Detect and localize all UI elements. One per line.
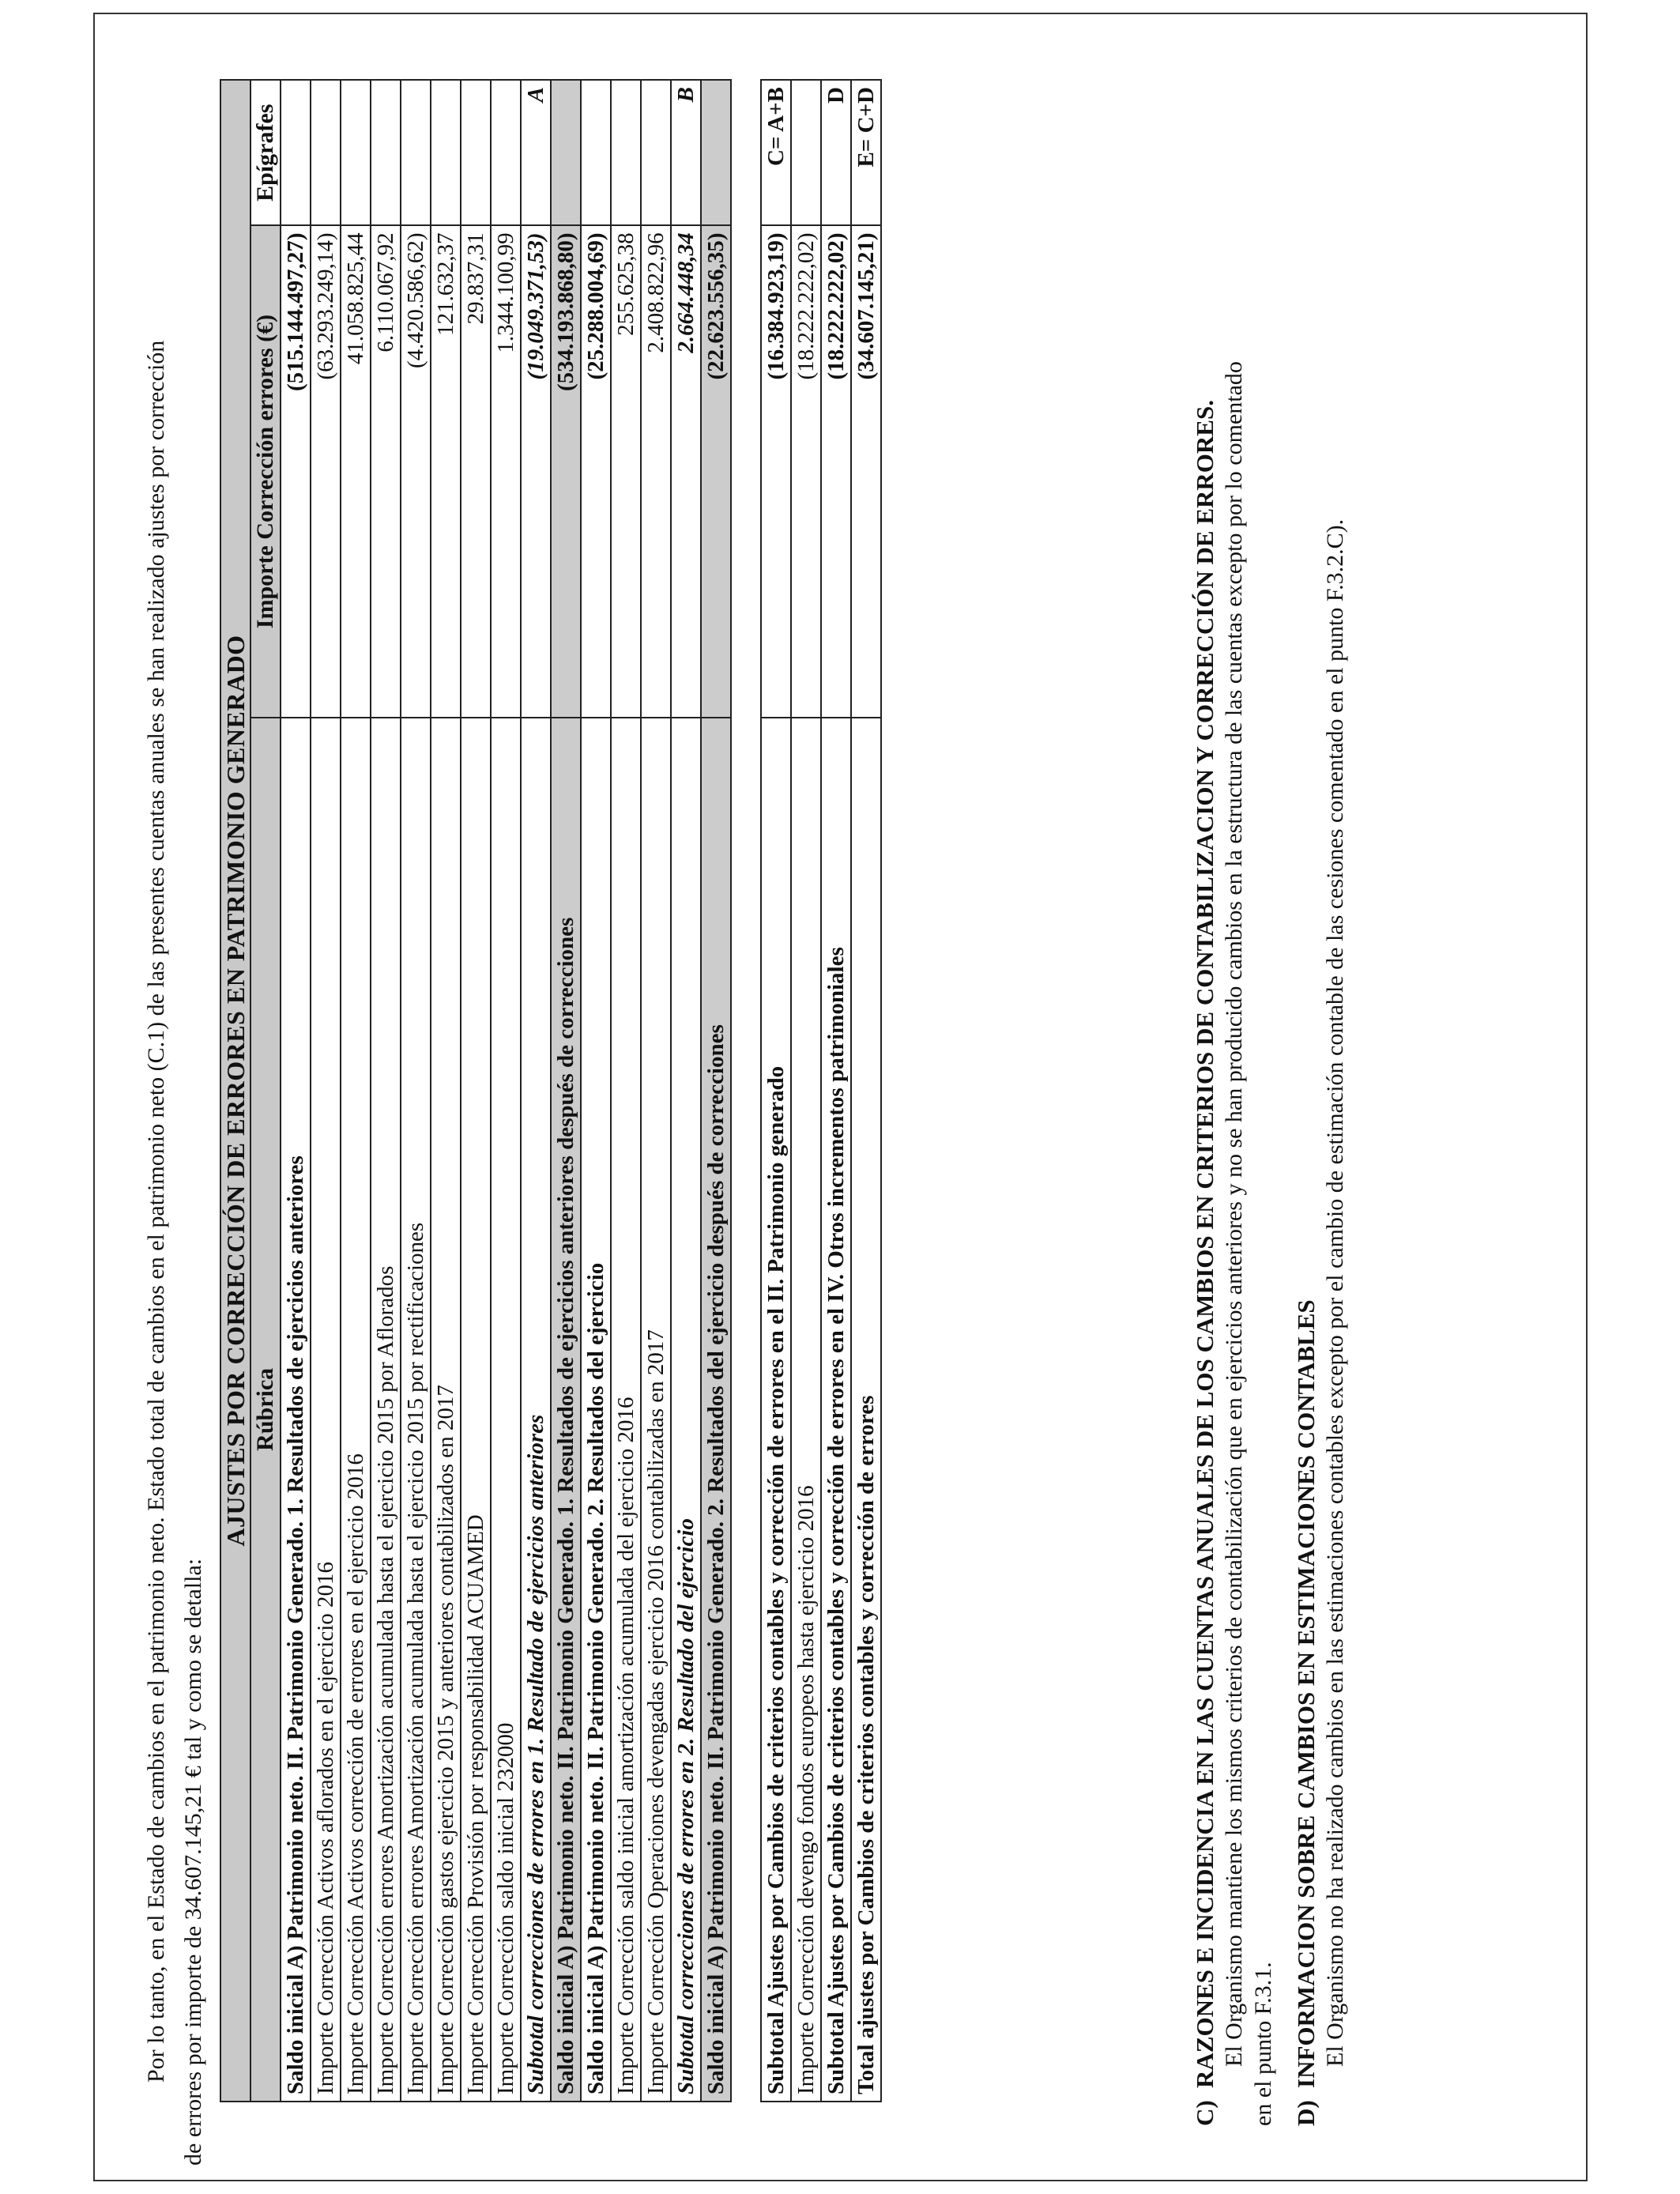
- row-epigrafe: [641, 80, 671, 225]
- table-row: [641, 80, 671, 2102]
- row-label: Importe Corrección devengo fondos europeos hasta ejercicio 2016: [791, 718, 821, 2102]
- table-row: [431, 80, 461, 2102]
- row-epigrafe: [701, 80, 731, 225]
- section-c-line-1: El Organismo mantiene los mismos criterios de contabilización que en ejercicios anteriores y no se han producido cambios en la estructura de las cuentas excepto por lo comentado: [1221, 361, 1247, 2067]
- table-title-row: [220, 80, 250, 2102]
- row-epigrafe: [581, 80, 611, 225]
- section-c-title: RAZONES E INCIDENCIA EN LAS CUENTAS ANUALES DE LOS CAMBIOS EN CRITERIOS DE CONTABILIZACION Y CORRECCIÓN DE ERRORES.: [1191, 400, 1219, 2088]
- row-label: Importe Corrección saldo inicial 232000: [491, 718, 521, 2102]
- rotated-page-content: [117, 32, 1563, 2166]
- header-rubrica: Rúbrica: [250, 718, 281, 2102]
- row-label: Saldo inicial A) Patrimonio neto. II. Patrimonio Generado. 1. Resultados de ejercicios anteriores después de correcciones: [551, 718, 581, 2102]
- row-label: Saldo inicial A) Patrimonio neto. II. Patrimonio Generado. 2. Resultados del ejercicio después de correcciones: [701, 718, 731, 2102]
- row-value: (18.222.222,02): [821, 225, 851, 717]
- row-value: 1.344.100,99: [491, 225, 521, 717]
- row-label: Importe Corrección errores Amortización acumulada hasta el ejercicio 2015 por Aflorados: [371, 718, 401, 2102]
- subtotal-row-b: [671, 80, 701, 2102]
- section-d-title: INFORMACION SOBRE CAMBIOS EN ESTIMACIONES CONTABLES: [1292, 1299, 1320, 2088]
- row-label: Importe Corrección Provisión por responsabilidad ACUAMED: [461, 718, 491, 2102]
- row-value: (18.222.222,02): [791, 225, 821, 717]
- table-row: [791, 80, 821, 2102]
- row-epigrafe: [491, 80, 521, 225]
- row-label: Subtotal Ajustes por Cambios de criterios contables y corrección de errores en el II. Patrimonio generado: [761, 718, 791, 2102]
- row-label: Subtotal correcciones de errores en 1. Resultado de ejercicios anteriores: [521, 718, 551, 2102]
- section-c: [1190, 55, 1278, 2126]
- row-epigrafe: E= C+D: [851, 80, 881, 225]
- intro-line-1: Por lo tanto, en el Estado de cambios en el patrimonio neto. Estado total de cambios en el patrimonio neto (C.1) de las presentes cuentas anuales se han realizado ajustes por corrección: [143, 340, 169, 2083]
- table-row: [611, 80, 641, 2102]
- header-epigrafes: Epígrafes: [250, 80, 281, 225]
- row-value: 255.625,38: [611, 225, 641, 717]
- row-label: Importe Corrección gastos ejercicio 2015 y anteriores contabilizados en 2017: [431, 718, 461, 2102]
- row-value: (16.384.923,19): [761, 225, 791, 717]
- row-label: Saldo inicial A) Patrimonio neto. II. Patrimonio Generado. 1. Resultados de ejercicios anteriores: [281, 718, 311, 2102]
- row-value: (19.049.371,53): [521, 225, 551, 717]
- table-header-row: [250, 80, 281, 2102]
- row-value: (515.144.497,27): [281, 225, 311, 717]
- table-row: [491, 80, 521, 2102]
- balance-row-1: [551, 80, 581, 2102]
- row-epigrafe: [401, 80, 431, 225]
- row-epigrafe: [611, 80, 641, 225]
- section-c-heading: [1190, 55, 1219, 2126]
- row-epigrafe: [551, 80, 581, 225]
- row-epigrafe: [461, 80, 491, 225]
- row-epigrafe: C= A+B: [761, 80, 791, 225]
- row-value: 2.664.448,34: [671, 225, 701, 717]
- table-row: [281, 80, 311, 2102]
- row-value: 29.837,31: [461, 225, 491, 717]
- row-epigrafe: [281, 80, 311, 225]
- row-epigrafe: [431, 80, 461, 225]
- subtotal-row-d: [821, 80, 851, 2102]
- table-row: [461, 80, 491, 2102]
- section-c-letter: C): [1191, 2100, 1219, 2126]
- corrections-table: [220, 79, 882, 2102]
- row-epigrafe: [791, 80, 821, 225]
- row-value: 41.058.825,44: [341, 225, 371, 717]
- row-value: (25.288.004,69): [581, 225, 611, 717]
- table-row: [581, 80, 611, 2102]
- section-d-heading: [1291, 55, 1320, 2126]
- row-value: (4.420.586,62): [401, 225, 431, 717]
- row-label: Importe Corrección Activos aflorados en el ejercicio 2016: [311, 718, 341, 2102]
- row-value: (34.607.145,21): [851, 225, 881, 717]
- row-epigrafe: B: [671, 80, 701, 225]
- subtotal-row-a: [521, 80, 551, 2102]
- row-label: Importe Corrección Activos corrección de errores en el ejercicio 2016: [341, 718, 371, 2102]
- balance-row-2: [701, 80, 731, 2102]
- row-value: (63.293.249,14): [311, 225, 341, 717]
- row-value: 2.408.822,96: [641, 225, 671, 717]
- table-row: [341, 80, 371, 2102]
- row-value: 121.632,37: [431, 225, 461, 717]
- table-row: [371, 80, 401, 2102]
- row-label: Total ajustes por Cambios de criterios contables y corrección de errores: [851, 718, 881, 2102]
- row-epigrafe: D: [821, 80, 851, 225]
- section-d-letter: D): [1292, 2100, 1320, 2126]
- table-row: [401, 80, 431, 2102]
- row-epigrafe: [311, 80, 341, 225]
- table-title: AJUSTES POR CORRECCIÓN DE ERRORES EN PATRIMONIO GENERADO: [220, 80, 250, 2102]
- row-label: Subtotal correcciones de errores en 2. Resultado del ejercicio: [671, 718, 701, 2102]
- spacer-row: [731, 80, 761, 2102]
- section-d: [1291, 55, 1350, 2126]
- row-epigrafe: [371, 80, 401, 225]
- header-importe: Importe Corrección errores (€): [250, 225, 281, 717]
- row-label: Importe Corrección errores Amortización acumulada hasta el ejercicio 2015 por rectificaciones: [401, 718, 431, 2102]
- row-value: 6.110.067,92: [371, 225, 401, 717]
- subtotal-row-c: [761, 80, 791, 2102]
- table-row: [311, 80, 341, 2102]
- row-epigrafe: A: [521, 80, 551, 225]
- row-value: (22.623.556,35): [701, 225, 731, 717]
- section-d-line-1: El Organismo no ha realizado cambios en las estimaciones contables excepto por el cambio de estimación contable de las cesiones comentado en el punto F.3.2.C).: [1322, 518, 1348, 2067]
- section-c-line-2: en el punto F.3.1.: [1250, 1962, 1276, 2126]
- row-label: Subtotal Ajustes por Cambios de criterios contables y corrección de errores en el IV. Otros incrementos patrimoniales: [821, 718, 851, 2102]
- row-label: Importe Corrección Operaciones devengadas ejercicio 2016 contabilizadas en 2017: [641, 718, 671, 2102]
- intro-line-2: de errores por importe de 34.607.145,21 € tal y como se detalla:: [180, 1558, 206, 2166]
- row-label: Importe Corrección saldo inicial amortización acumulada del ejercicio 2016: [611, 718, 641, 2102]
- row-value: (534.193.868,80): [551, 225, 581, 717]
- total-row-e: [851, 80, 881, 2102]
- row-label: Saldo inicial A) Patrimonio neto. II. Patrimonio Generado. 2. Resultados del ejercicio: [581, 718, 611, 2102]
- row-epigrafe: [341, 80, 371, 225]
- intro-paragraph: [137, 47, 212, 2166]
